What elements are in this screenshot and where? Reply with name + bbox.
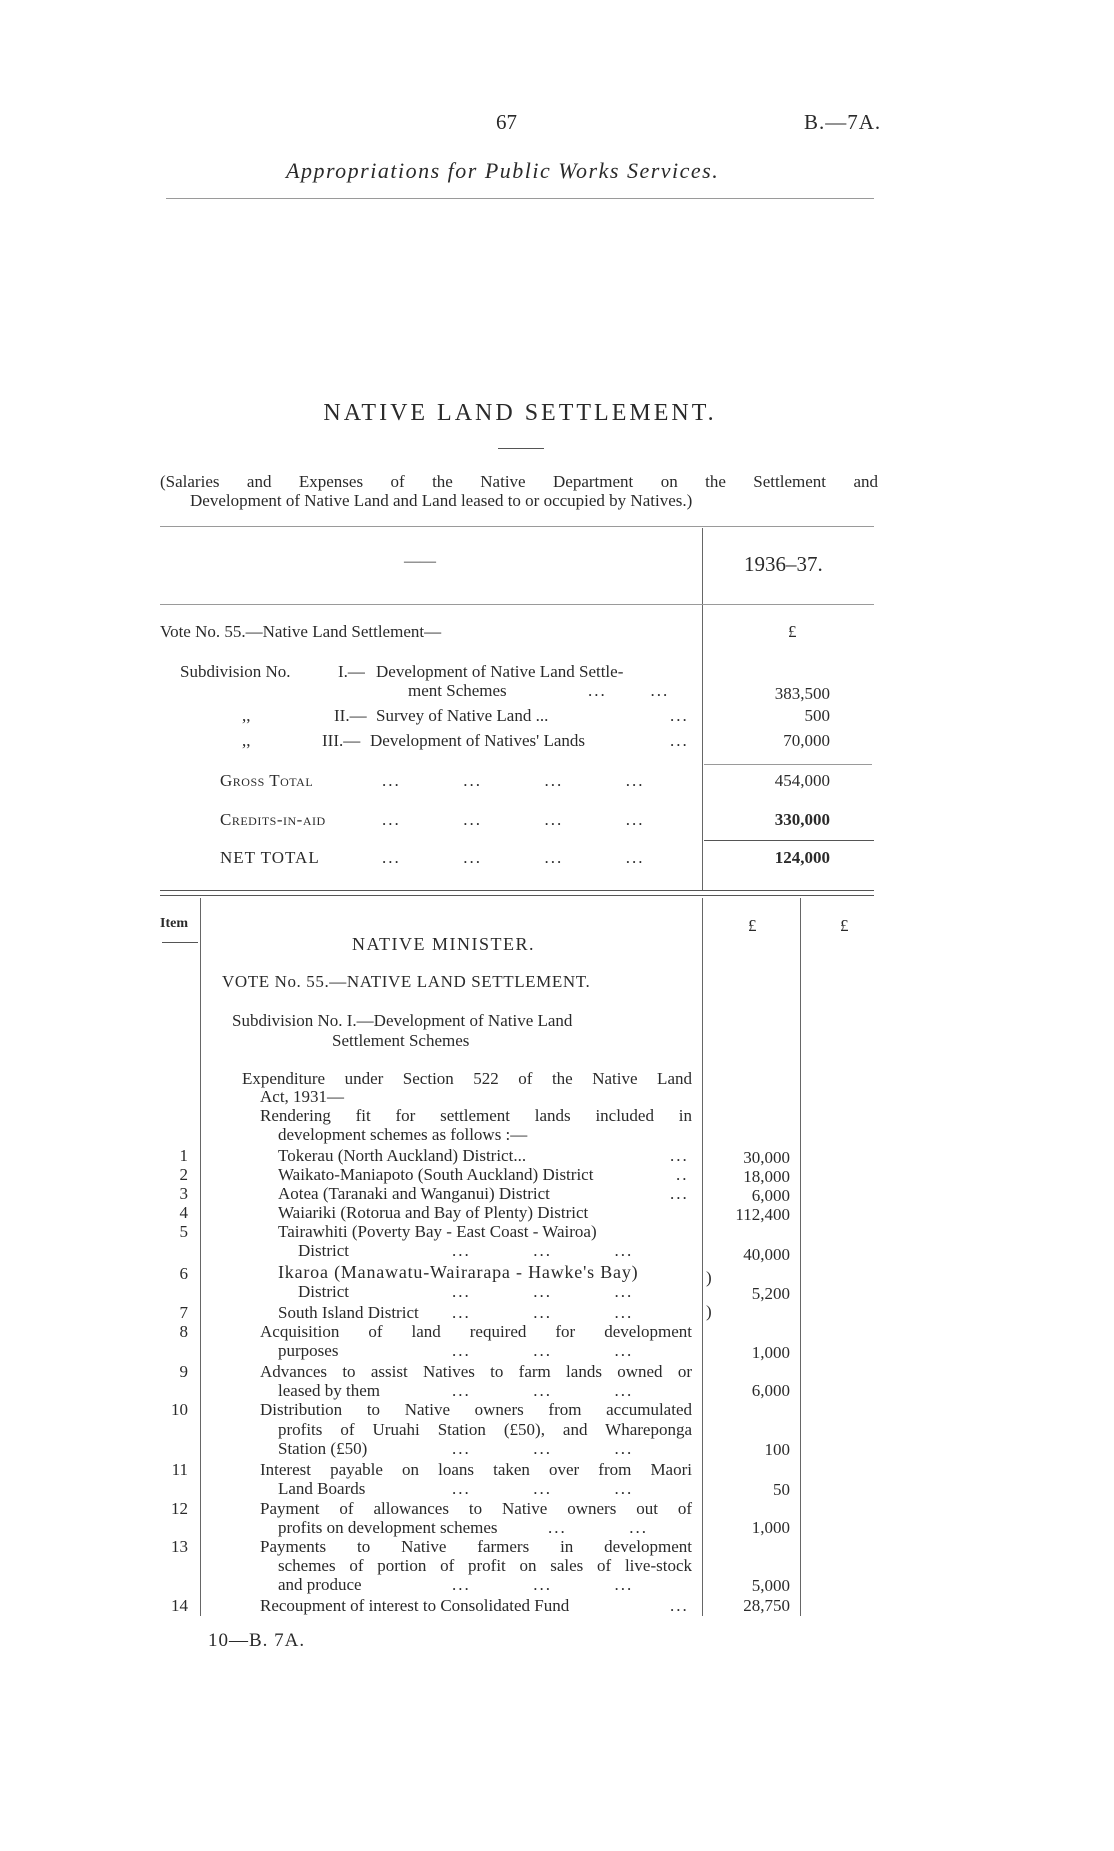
item-description-cont: District [298, 1241, 349, 1260]
summary-bottom-rule-double [160, 895, 874, 896]
item-amount: 30,000 [743, 1148, 790, 1167]
total-column-rule [800, 898, 801, 1616]
leader-dots: ... ... ... ... [382, 810, 645, 829]
item-header-rule [162, 942, 198, 943]
rendering-heading: Rendering fit for settlement lands included in [260, 1106, 692, 1125]
item-number: 10 [171, 1400, 188, 1419]
item-number: 3 [179, 1184, 188, 1203]
item-column-header: Item [160, 916, 188, 931]
item-description-cont: District [298, 1282, 349, 1301]
minister-heading: NATIVE MINISTER. [352, 934, 535, 954]
item-amount: 40,000 [743, 1245, 790, 1264]
item-number: 2 [179, 1165, 188, 1184]
leader-dots: ... [670, 1596, 689, 1615]
subdivision-heading: Subdivision No. I.—Development of Native Land [232, 1011, 573, 1030]
item-description: Advances to assist Natives to farm lands owned or [260, 1362, 692, 1381]
bracket-mark: ) [706, 1302, 712, 1321]
section-title: NATIVE LAND SETTLEMENT. [323, 400, 717, 426]
item-description: Distribution to Native owners from accumulated [260, 1400, 692, 1419]
total-currency: £ [840, 916, 849, 935]
item-description: Payments to Native farmers in development [260, 1537, 692, 1556]
item-amount: 5,000 [751, 1576, 790, 1595]
leader-dots: ... [670, 1184, 689, 1203]
item-number: 1 [179, 1146, 188, 1165]
item-description: Tokerau (North Auckland) District... [278, 1146, 527, 1165]
item-description-cont: Land Boards [278, 1479, 366, 1498]
bracket-mark: ) [706, 1268, 712, 1287]
title-rule [498, 448, 544, 449]
subdivision-num: II.— [334, 706, 367, 725]
leader-dots: ... ... [588, 681, 670, 700]
subdivision-heading-cont: Settlement Schemes [332, 1031, 470, 1050]
subdivision-desc: Development of Natives' Lands [370, 731, 586, 750]
signature-mark: 10—B. 7A. [208, 1630, 306, 1651]
item-description-cont: leased by them [278, 1381, 380, 1400]
summary-year-header: 1936–37. [744, 552, 823, 576]
subdivision-desc: Development of Native Land Settle- [376, 662, 624, 681]
item-description: Waikato-Maniapoto (South Auckland) District [278, 1165, 594, 1184]
item-amount: 1,000 [751, 1343, 790, 1362]
leader-dots: ... ... ... ... [382, 848, 645, 867]
item-description: Acquisition of land required for development [260, 1322, 692, 1341]
leader-dots: .. [676, 1165, 689, 1184]
ditto-mark: ,, [242, 706, 251, 725]
credits-in-aid-label: Credits-in-aid [220, 810, 326, 829]
leader-dots: ... ... ... [452, 1575, 634, 1594]
item-amount: 112,400 [735, 1205, 790, 1224]
leader-dots: ... [670, 706, 689, 725]
leader-dots: ... ... ... [452, 1341, 634, 1360]
item-description-cont: purposes [278, 1341, 339, 1360]
item-number: 14 [171, 1596, 188, 1615]
leader-dots: ... [670, 731, 689, 750]
subdivision-desc-cont: ment Schemes [408, 681, 507, 700]
summary-header-rule [160, 604, 874, 605]
leader-dots: ... ... ... [452, 1241, 634, 1260]
item-description: South Island District [278, 1303, 419, 1322]
item-description: Ikaroa (Manawatu-Wairarapa - Hawke's Bay) [278, 1262, 639, 1282]
item-amount: 1,000 [751, 1518, 790, 1537]
item-description-cont: and produce [278, 1575, 362, 1594]
vote-line: Vote No. 55.—Native Land Settlement— [160, 622, 442, 641]
summary-value: 383,500 [774, 684, 830, 703]
rendering-heading-cont: development schemes as follows :— [278, 1125, 528, 1144]
leader-dots: ... ... ... [452, 1479, 634, 1498]
item-description-cont: profits on development schemes [278, 1518, 498, 1537]
summary-top-rule [160, 526, 874, 527]
item-description: Tairawhiti (Poverty Bay - East Coast - Wairoa) [278, 1222, 597, 1241]
summary-bottom-rule [160, 890, 874, 891]
subdivision-prefix: Subdivision No. [180, 662, 291, 681]
document-code: B.—7A. [804, 110, 882, 134]
running-title: Appropriations for Public Works Services. [286, 158, 720, 183]
item-number: 6 [179, 1264, 188, 1283]
item-number: 12 [171, 1499, 188, 1518]
item-description: Waiariki (Rotorua and Bay of Plenty) District [278, 1203, 589, 1222]
header-rule [166, 198, 874, 199]
gross-total-label: Gross Total [220, 771, 314, 790]
leader-dots: ... ... ... [452, 1439, 634, 1458]
item-description: Interest payable on loans taken over from Maori [260, 1460, 692, 1479]
subdivision-num: III.— [322, 731, 361, 750]
vote-heading: VOTE No. 55.—NATIVE LAND SETTLEMENT. [222, 972, 591, 991]
gross-total-value: 454,000 [774, 771, 830, 790]
leader-dots: ... [670, 1146, 689, 1165]
net-total-value: 124,000 [774, 848, 830, 867]
item-description: Recoupment of interest to Consolidated Fund [260, 1596, 570, 1615]
item-description-cont: Station (£50) [278, 1439, 368, 1458]
subdivision-num: I.— [338, 662, 365, 681]
item-number: 11 [171, 1460, 188, 1479]
leader-dots: ... ... ... ... [382, 771, 645, 790]
summary-value: 70,000 [783, 731, 830, 750]
item-amount: 18,000 [743, 1167, 790, 1186]
item-amount: 100 [764, 1440, 790, 1459]
item-number: 9 [179, 1362, 188, 1381]
expenditure-heading-cont: Act, 1931— [260, 1087, 345, 1106]
item-number: 7 [179, 1303, 188, 1322]
summary-column-rule [702, 528, 703, 890]
gross-rule [704, 764, 872, 765]
item-number: 8 [179, 1322, 188, 1341]
item-amount: 5,200 [751, 1284, 790, 1303]
page-number: 67 [496, 110, 517, 134]
net-rule [704, 840, 874, 841]
section-subtitle-line1: (Salaries and Expenses of the Native Department on the Settlement and [160, 472, 878, 491]
summary-column-dash: —— [404, 553, 436, 570]
item-amount: 28,750 [743, 1596, 790, 1615]
leader-dots: ... ... [548, 1518, 648, 1537]
expenditure-heading: Expenditure under Section 522 of the Native Land [242, 1069, 692, 1088]
amount-currency: £ [748, 916, 757, 935]
summary-currency: £ [788, 622, 797, 641]
credits-in-aid-value: 330,000 [774, 810, 830, 829]
subdivision-desc: Survey of Native Land ... [376, 706, 549, 725]
item-number: 13 [171, 1537, 188, 1556]
net-total-label: NET TOTAL [220, 848, 320, 867]
item-amount: 50 [773, 1480, 790, 1499]
ditto-mark: ,, [242, 731, 251, 750]
leader-dots: ... ... ... [452, 1381, 634, 1400]
item-description-cont: schemes of portion of profit on sales of live-stock [278, 1556, 692, 1575]
leader-dots: ... ... ... [452, 1282, 634, 1301]
item-description-cont: profits of Uruahi Station (£50), and Whareponga [278, 1420, 692, 1439]
item-description: Aotea (Taranaki and Wanganui) District [278, 1184, 550, 1203]
item-number: 5 [179, 1222, 188, 1241]
item-amount: 6,000 [751, 1186, 790, 1205]
item-description: Payment of allowances to Native owners out of [260, 1499, 692, 1518]
summary-value: 500 [804, 706, 830, 725]
item-column-rule [200, 898, 201, 1616]
item-amount: 6,000 [751, 1381, 790, 1400]
item-number: 4 [179, 1203, 188, 1222]
section-subtitle-line2: Development of Native Land and Land leased to or occupied by Natives.) [190, 491, 693, 510]
leader-dots: ... ... ... [452, 1303, 634, 1322]
